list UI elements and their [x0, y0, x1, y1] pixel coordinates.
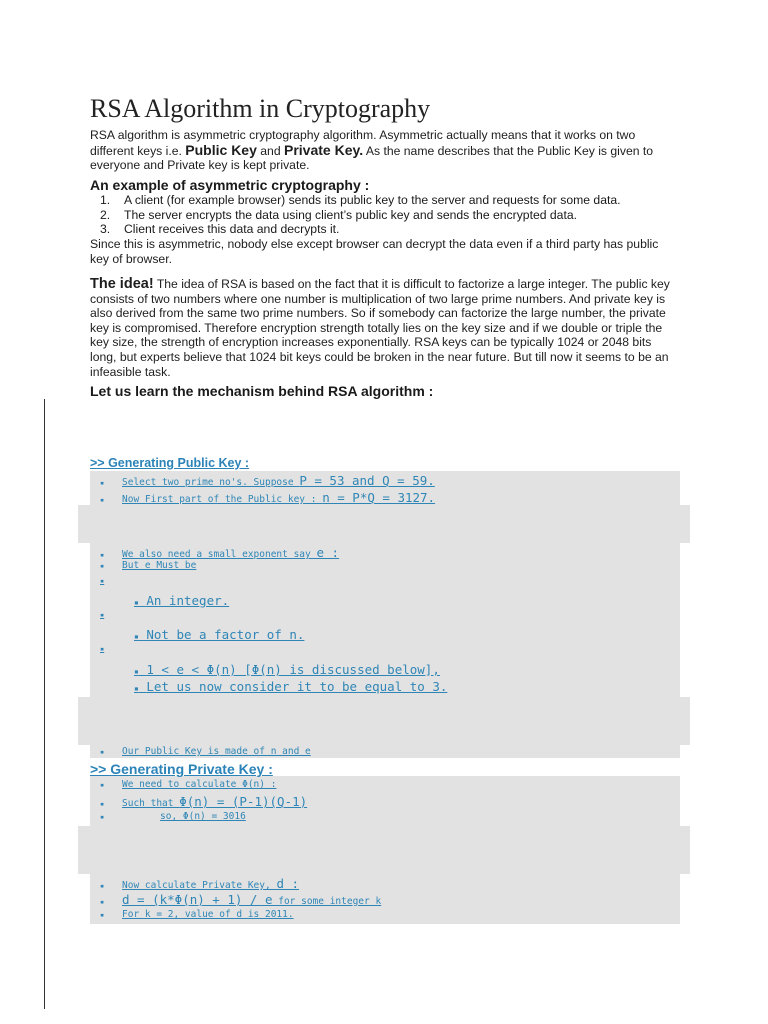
public-bullet-1: ▪ Select two prime no's. Suppose P = 53 and Q = 59.: [100, 473, 435, 488]
condition-integer: ▪ An integer.: [134, 593, 230, 608]
public-bullet-3: ▪ We also need a small exponent say e :: [100, 545, 340, 560]
code-block-bg: [78, 697, 690, 745]
sub-bullet-marker: ▪: [100, 645, 105, 653]
intro-text-2: As the name describes that the Public Key is given to everyone and Private key is kept private.: [90, 143, 654, 173]
public-bullet-2: ▪ Now First part of the Public key : n = P*Q = 3127.: [100, 490, 436, 505]
public-key-heading: >> Generating Public Key :: [90, 456, 250, 470]
idea-text: The idea of RSA is based on the fact that it is difficult to factorize a large integer. The public key consists of two numbers where one number is multiplication of two large prime numbers. And private key is also derived from the same two prime numbers. So if somebody can factorize the large number, the private key is compromised. Therefore encryption strength totally lies on the key size and if we double or triple the key size, the strength of encryption increases exponentially. RSA keys can be typically 1024 or 2048 bits long, but experts believe that 1024 bit keys could be broken in the near future. But till now it seems to be an infeasible task.: [90, 277, 670, 379]
example-steps: [100, 193, 680, 237]
idea-paragraph: [90, 277, 678, 379]
list-item: 1. A client (for example browser) sends its public key to the server and requests for some data.: [100, 193, 621, 207]
public-key-term: Public Key: [185, 141, 257, 158]
public-bullet-4: ▪ But e Must be: [100, 560, 197, 571]
private-bullet-1: ▪ We need to calculate Φ(n) :: [100, 779, 277, 790]
left-margin-rule: [44, 399, 45, 1009]
condition-not-factor: ▪ Not be a factor of n.: [134, 627, 305, 642]
example-heading: An example of asymmetric cryptography :: [90, 177, 370, 193]
page-title: RSA Algorithm in Cryptography: [90, 94, 431, 123]
condition-range: ▪ 1 < e < Φ(n) [Φ(n) is discussed below],: [134, 662, 440, 677]
list-item: 2. The server encrypts the data using client’s public key and sends the encrypted data.: [100, 207, 578, 222]
sub-bullet-marker: ▪: [100, 577, 105, 585]
private-bullet-3: ▪ so, Φ(n) = 3016: [100, 811, 246, 822]
intro-paragraph: [90, 128, 678, 173]
private-bullet-2: ▪ Such that Φ(n) = (P-1)(Q-1): [100, 794, 308, 809]
asymmetric-note: Since this is asymmetric, nobody else except browser can decrypt the data even if a third party has public key of browser.: [90, 237, 659, 266]
private-bullet-4: ▪ Now calculate Private Key, d :: [100, 876, 300, 891]
idea-label: The idea!: [90, 276, 154, 292]
intro-and: and: [256, 143, 284, 158]
private-key-term: Private Key.: [284, 141, 364, 158]
code-block-bg: [78, 505, 690, 543]
sub-bullet-marker: ▪: [100, 611, 105, 619]
public-bullet-5: ▪ Our Public Key is made of n and e: [100, 746, 311, 757]
private-bullet-5: ▪ d = (k*Φ(n) + 1) / e for some integer k: [100, 892, 382, 907]
private-key-heading: >> Generating Private Key :: [90, 761, 273, 777]
intro-text-1: RSA algorithm is asymmetric cryptography algorithm. Asymmetric actually means that it works on two different keys i.e.: [90, 128, 636, 158]
list-item: 3. Client receives this data and decrypts it.: [100, 222, 340, 236]
private-bullet-6: ▪ For k = 2, value of d is 2011.: [100, 909, 294, 920]
code-block-bg: [78, 826, 690, 874]
mechanism-heading: Let us learn the mechanism behind RSA algorithm :: [90, 383, 434, 399]
condition-equal-3: ▪ Let us now consider it to be equal to 3.: [134, 679, 448, 694]
